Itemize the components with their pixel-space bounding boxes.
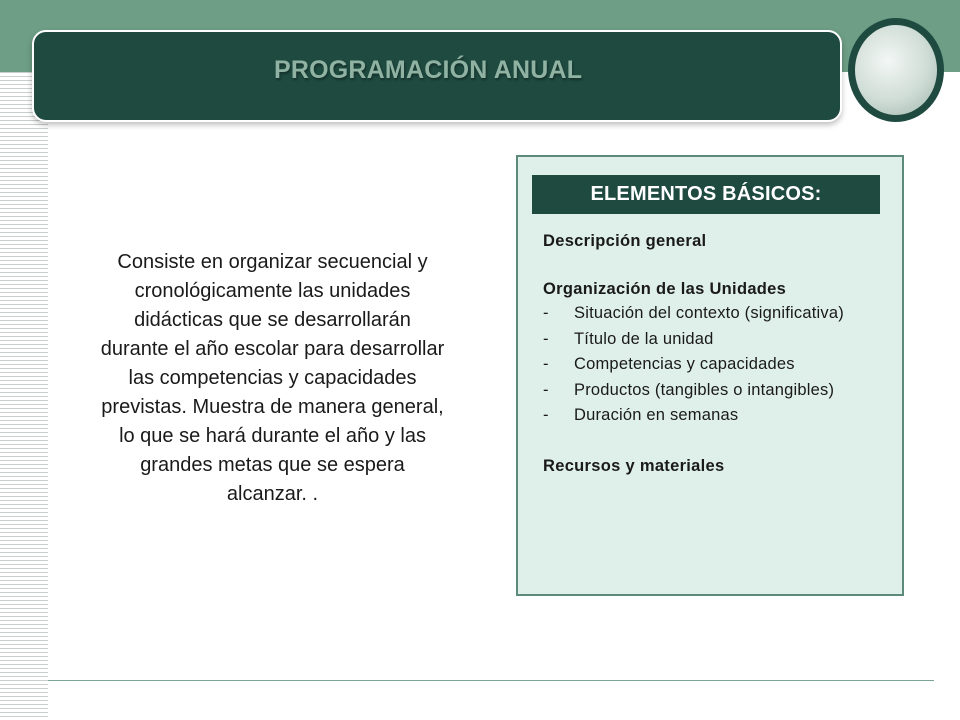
dash-marker: - <box>543 304 549 322</box>
list-item <box>543 327 873 353</box>
list-item <box>543 301 873 327</box>
left-stripes-decoration <box>0 72 48 720</box>
dash-marker: - <box>543 355 549 373</box>
list-item-text: Productos (tangibles o intangibles) <box>574 380 835 399</box>
list-item <box>543 403 873 429</box>
logo-icon <box>848 18 944 122</box>
section-description: Descripción general <box>543 232 707 250</box>
panel-header: ELEMENTOS BÁSICOS: <box>532 175 880 214</box>
list-item <box>543 378 873 404</box>
list-item <box>543 352 873 378</box>
panel-body <box>543 230 873 477</box>
units-list <box>543 301 873 429</box>
section-resources: Recursos y materiales <box>543 456 725 475</box>
body-paragraph: Consiste en organizar secuencial y cronológicamente las unidades didácticas que se desarrollarán durante el año escolar para desarrollar las competencias y capacidades previstas. Muestra de manera general, lo que se hará durante el año y las grandes metas que se espera alcanzar. . <box>100 251 445 505</box>
list-item-text: Título de la unidad <box>574 329 714 348</box>
dash-marker: - <box>543 406 549 424</box>
slide-title: PROGRAMACIÓN ANUAL <box>274 56 583 84</box>
bottom-divider <box>48 680 934 681</box>
list-item-text: Situación del contexto (significativa) <box>574 304 844 322</box>
logo-image <box>855 25 937 115</box>
dash-marker: - <box>543 329 549 348</box>
dash-marker: - <box>543 380 549 399</box>
list-item-text: Duración en semanas <box>574 406 739 424</box>
section-units: Organización de las Unidades <box>543 280 787 298</box>
list-item-text: Competencias y capacidades <box>574 355 795 373</box>
